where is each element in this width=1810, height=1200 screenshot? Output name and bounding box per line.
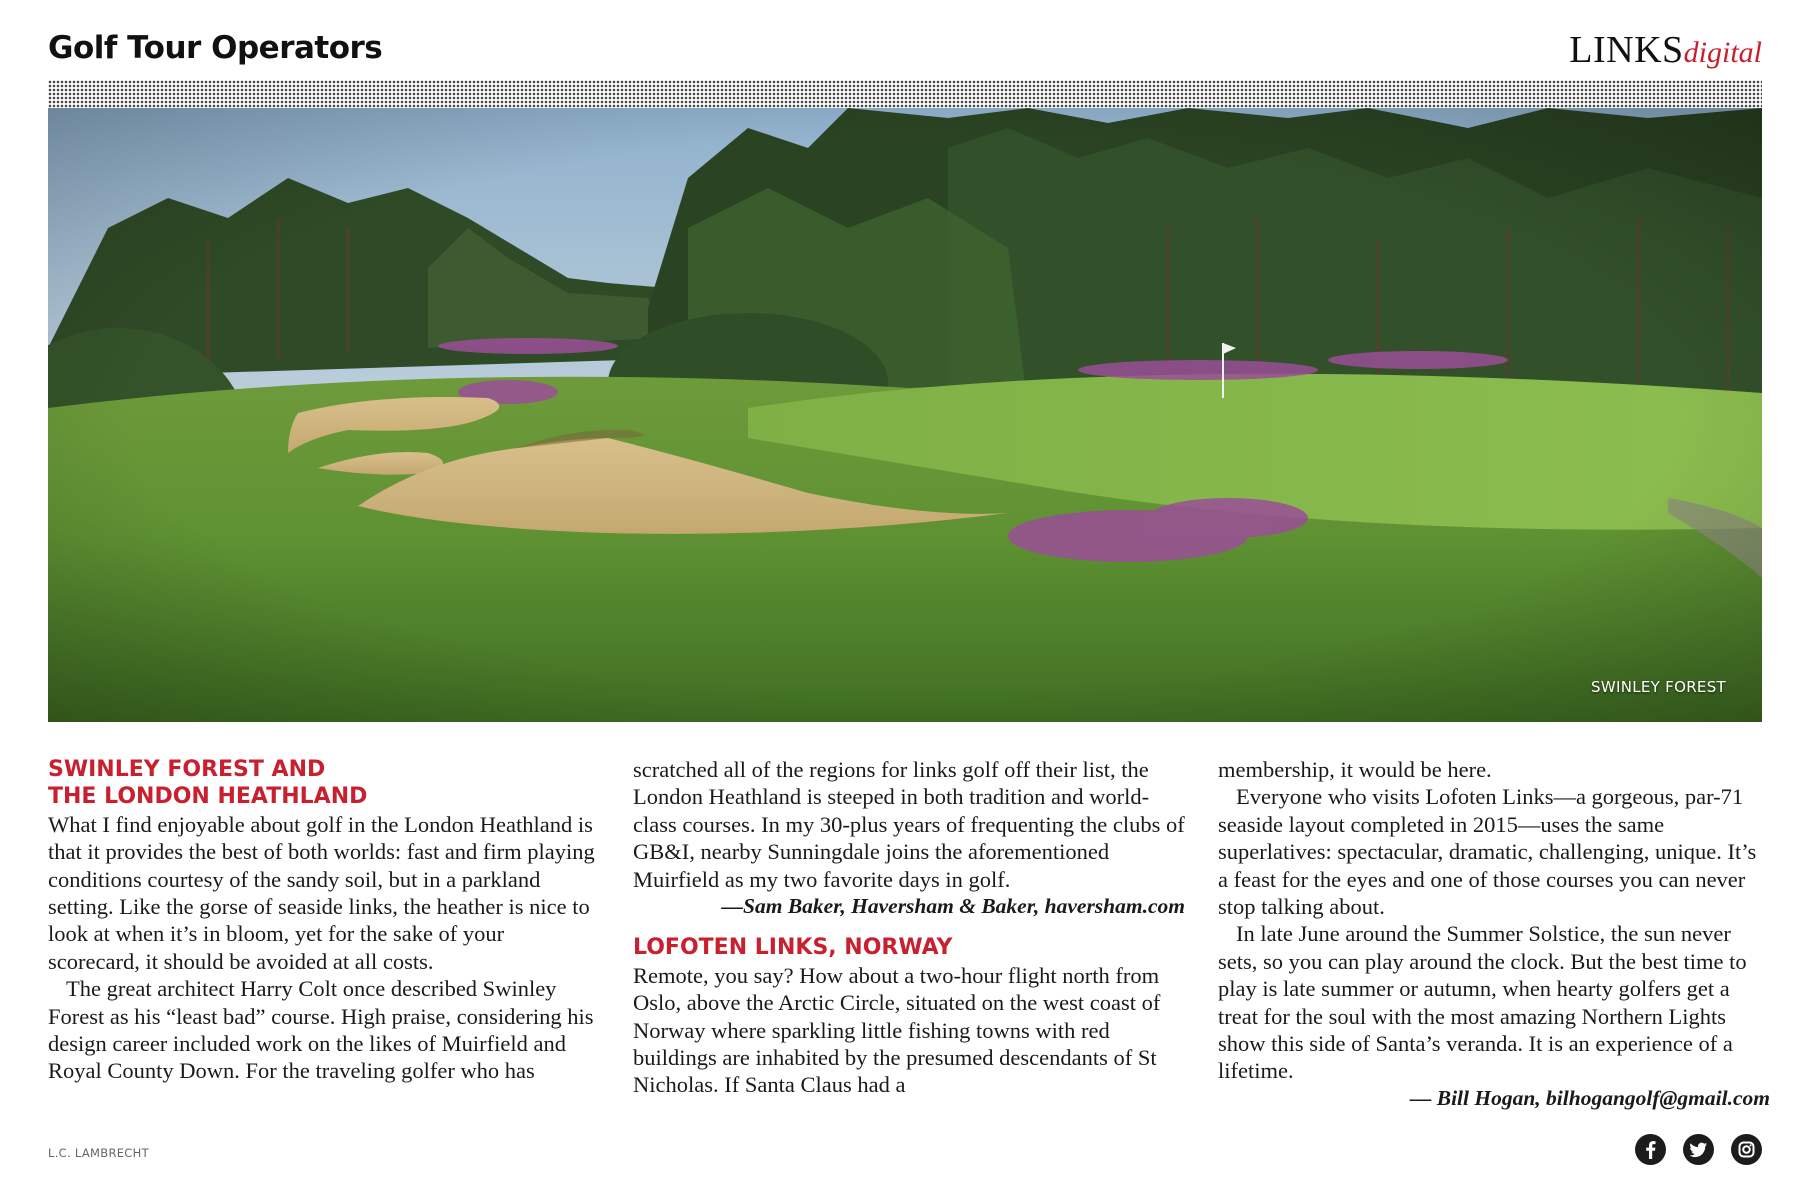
author-signoff: —Sam Baker, Haversham & Baker, haversham.com: [721, 894, 1185, 919]
body-paragraph: Remote, you say? How about a two-hour flight north from Oslo, above the Arctic Circle, situated on the west coast of Norway where sparkling little fishing towns with red buildings are inhabited by the presumed descendants of St Nicholas. If Santa Claus had a: [633, 962, 1161, 1098]
body-paragraph: What I find enjoyable about golf in the London Heathland is that it provides the best of both worlds: fast and firm playing conditions courtesy of the sandy soil, but in a parkland setting. Like the gorse of seaside links, the heather is nice to look at when it’s in bloom, yet for the sake of your scorecard, it should be avoided at all costs.: [48, 811, 595, 974]
hero-photo: [48, 108, 1762, 722]
body-paragraph: In late June around the Summer Solstice, the sun never sets, so you can play around the clock. But the best time to play is late summer or autumn, when hearty golfers get a treat for the soul with the most amazing Northern Lights show this side of Santa’s veranda. It is an experience of a lifetime.: [1218, 921, 1747, 1084]
column-2: [633, 756, 1185, 1099]
facebook-icon[interactable]: [1635, 1134, 1666, 1165]
body-paragraph: The great architect Harry Colt once described Swinley Forest as his “least bad” course. High praise, considering his design career included work on the likes of Muirfield and Royal County Down. For the traveling golfer who has: [48, 976, 594, 1084]
body-paragraph: membership, it would be here.: [1218, 757, 1492, 782]
logo-links-text: LINKS: [1569, 29, 1684, 71]
author-signoff: — Bill Hogan, bilhogangolf@gmail.com: [1409, 1085, 1770, 1110]
twitter-icon[interactable]: [1683, 1134, 1714, 1165]
heading-line-1: SWINLEY FOREST AND: [48, 757, 326, 782]
body-paragraph: scratched all of the regions for links golf off their list, the London Heathland is steeped in both tradition and world-class courses. In my 30-plus years of frequenting the clubs of GB&I, nearby Sunningdale joins the aforementioned Muirfield as my two favorite days in golf.: [633, 757, 1185, 892]
heading-line-2: THE LONDON HEATHLAND: [48, 784, 368, 810]
column-1: [48, 756, 600, 1085]
instagram-icon[interactable]: [1731, 1134, 1762, 1165]
section-title: Golf Tour Operators: [48, 30, 383, 66]
links-digital-logo[interactable]: [1569, 28, 1762, 72]
article-heading-lofoten: LOFOTEN LINKS, NORWAY: [633, 935, 953, 961]
article-heading-swinley: [48, 756, 600, 811]
swinley-forest-illustration: [48, 108, 1762, 722]
logo-digital-text: digital: [1683, 36, 1762, 69]
photo-caption: SWINLEY FOREST: [1591, 678, 1726, 696]
body-paragraph: Everyone who visits Lofoten Links—a gorgeous, par-71 seaside layout completed in 2015—uses the same superlatives: spectacular, dramatic, challenging, unique. It’s a feast for the eyes and one of those courses you can never stop talking about.: [1218, 784, 1757, 920]
social-links: [1635, 1134, 1762, 1165]
dotted-divider: [48, 80, 1762, 108]
column-3: [1218, 756, 1770, 1112]
photo-credit: L.C. LAMBRECHT: [48, 1146, 149, 1160]
